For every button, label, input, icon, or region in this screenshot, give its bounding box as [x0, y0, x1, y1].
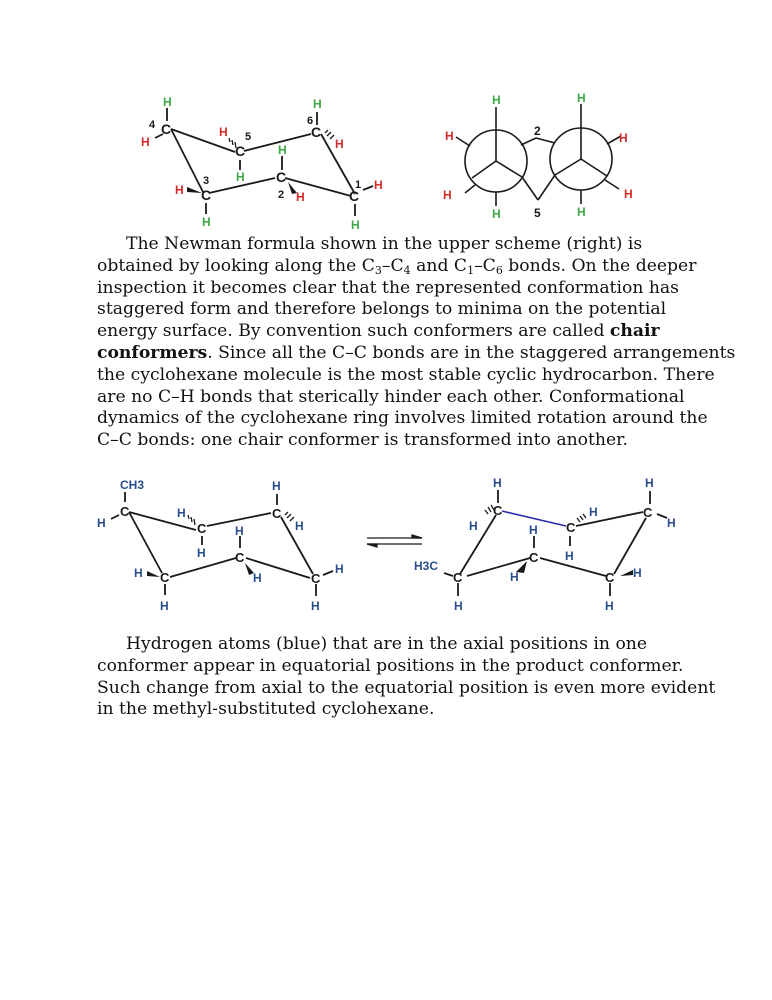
- newman-projection-diagram: [435, 90, 645, 225]
- carbon-label: C: [272, 506, 282, 521]
- paragraph-newman-explanation: [97, 234, 736, 452]
- carbon-label: C: [453, 570, 463, 585]
- hydrogen-label: H: [492, 207, 501, 221]
- hydrogen-label: H: [272, 479, 281, 493]
- methyl-label: CH3: [120, 478, 145, 492]
- carbon-label: C: [349, 188, 360, 204]
- hydrogen-label: H: [177, 506, 186, 520]
- paragraph-axial-equatorial: [97, 634, 716, 721]
- hydrogen-label: H: [335, 137, 344, 151]
- text-line: Such change from axial to the equatorial position is even more evident: [97, 677, 716, 698]
- hydrogen-label: H: [645, 476, 654, 490]
- hydrogen-label: H: [492, 93, 501, 107]
- hydrogen-label: H: [335, 562, 344, 576]
- hydrogen-label: H: [202, 215, 211, 229]
- hydrogen-label: H: [605, 599, 614, 613]
- carbon-label: C: [529, 550, 539, 565]
- equilibrium-arrow-icon: [367, 535, 422, 547]
- carbon-label: C: [160, 570, 170, 585]
- carbon-label: C: [566, 520, 576, 535]
- hydrogen-label: H: [351, 218, 360, 230]
- position-number: 1: [355, 179, 362, 191]
- hydrogen-label: H: [565, 549, 574, 563]
- hydrogen-label: H: [493, 476, 502, 490]
- bold-term: conformers: [97, 342, 208, 363]
- position-number: 2: [278, 189, 285, 201]
- hydrogen-label: H: [97, 516, 106, 530]
- carbon-label: C: [197, 521, 207, 536]
- hydrogen-label: H: [219, 125, 228, 139]
- cyclohexane-chair-diagram: [125, 90, 395, 230]
- carbon-label: C: [643, 505, 653, 520]
- position-number: 6: [307, 115, 314, 127]
- position-number: 3: [203, 175, 210, 187]
- carbon-label: C: [493, 503, 503, 518]
- hydrogen-label: H: [624, 187, 633, 201]
- hydrogen-label: H: [374, 178, 383, 192]
- carbon-label: C: [276, 169, 287, 185]
- bold-term: chair: [609, 321, 660, 342]
- hydrogen-label: H: [313, 97, 322, 111]
- hydrogen-label: H: [235, 524, 244, 538]
- position-number: 4: [149, 119, 156, 131]
- hydrogen-label: H: [134, 566, 143, 580]
- hydrogen-label: H: [454, 599, 463, 613]
- text-line: energy surface. By convention such conformers are called chair: [97, 321, 660, 342]
- hydrogen-label: H: [311, 599, 320, 613]
- hydrogen-label: H: [469, 519, 478, 533]
- text-line: dynamics of the cyclohexane ring involves limited rotation around the: [97, 408, 708, 429]
- text-line: in the methyl-substituted cyclohexane.: [97, 699, 435, 720]
- text-line: Hydrogen atoms (blue) that are in the axial positions in one: [126, 634, 648, 654]
- hydrogen-label: H: [577, 205, 586, 219]
- text-line: conformers. Since all the C–C bonds are in the staggered arrangements: [97, 342, 736, 363]
- text-line: are no C–H bonds that sterically hinder each other. Conformational: [97, 386, 685, 407]
- text-line: The Newman formula shown in the upper scheme (right) is: [126, 234, 643, 254]
- newman-position-number: 2: [534, 124, 541, 138]
- hydrogen-label: H: [295, 519, 304, 533]
- hydrogen-label: H: [163, 95, 172, 109]
- text-line: the cyclohexane molecule is the most stable cyclic hydrocarbon. There: [97, 364, 715, 385]
- carbon-label: C: [120, 504, 130, 519]
- position-number: 5: [245, 131, 252, 143]
- text-line: C–C bonds: one chair conformer is transformed into another.: [97, 430, 628, 451]
- carbon-label: C: [235, 143, 246, 159]
- ring-flip-diagram: [92, 470, 692, 620]
- text-line: obtained by looking along the $C_3-C_4$ and $C_1-C_6$ bonds. On the deeper: [97, 255, 697, 277]
- hydrogen-label: H: [529, 523, 538, 537]
- carbon-label: C: [605, 570, 615, 585]
- hydrogen-label: H: [577, 91, 586, 105]
- newman-position-number: 5: [534, 206, 541, 220]
- text-line: staggered form and therefore belongs to minima on the potential: [97, 299, 667, 320]
- hydrogen-label: H: [633, 566, 642, 580]
- hydrogen-label: H: [619, 131, 628, 145]
- hydrogen-label: H: [141, 135, 150, 149]
- carbon-label: C: [161, 121, 172, 137]
- methyl-label: H3C: [414, 559, 439, 573]
- text-line: inspection it becomes clear that the represented conformation has: [97, 277, 679, 298]
- hydrogen-label: H: [510, 570, 519, 584]
- hydrogen-label: H: [160, 599, 169, 613]
- hydrogen-label: H: [445, 129, 454, 143]
- hydrogen-label: H: [443, 188, 452, 202]
- hydrogen-label: H: [667, 516, 676, 530]
- carbon-label: C: [235, 550, 245, 565]
- carbon-label: C: [201, 187, 212, 203]
- hydrogen-label: H: [296, 190, 305, 204]
- carbon-label: C: [311, 571, 321, 586]
- hydrogen-label: H: [175, 183, 184, 197]
- hydrogen-label: H: [253, 571, 262, 585]
- carbon-label: C: [311, 124, 322, 140]
- hydrogen-label: H: [278, 143, 287, 157]
- hydrogen-label: H: [589, 505, 598, 519]
- text-line: conformer appear in equatorial positions in the product conformer.: [97, 655, 684, 676]
- hydrogen-label: H: [236, 170, 245, 184]
- hydrogen-label: H: [197, 546, 206, 560]
